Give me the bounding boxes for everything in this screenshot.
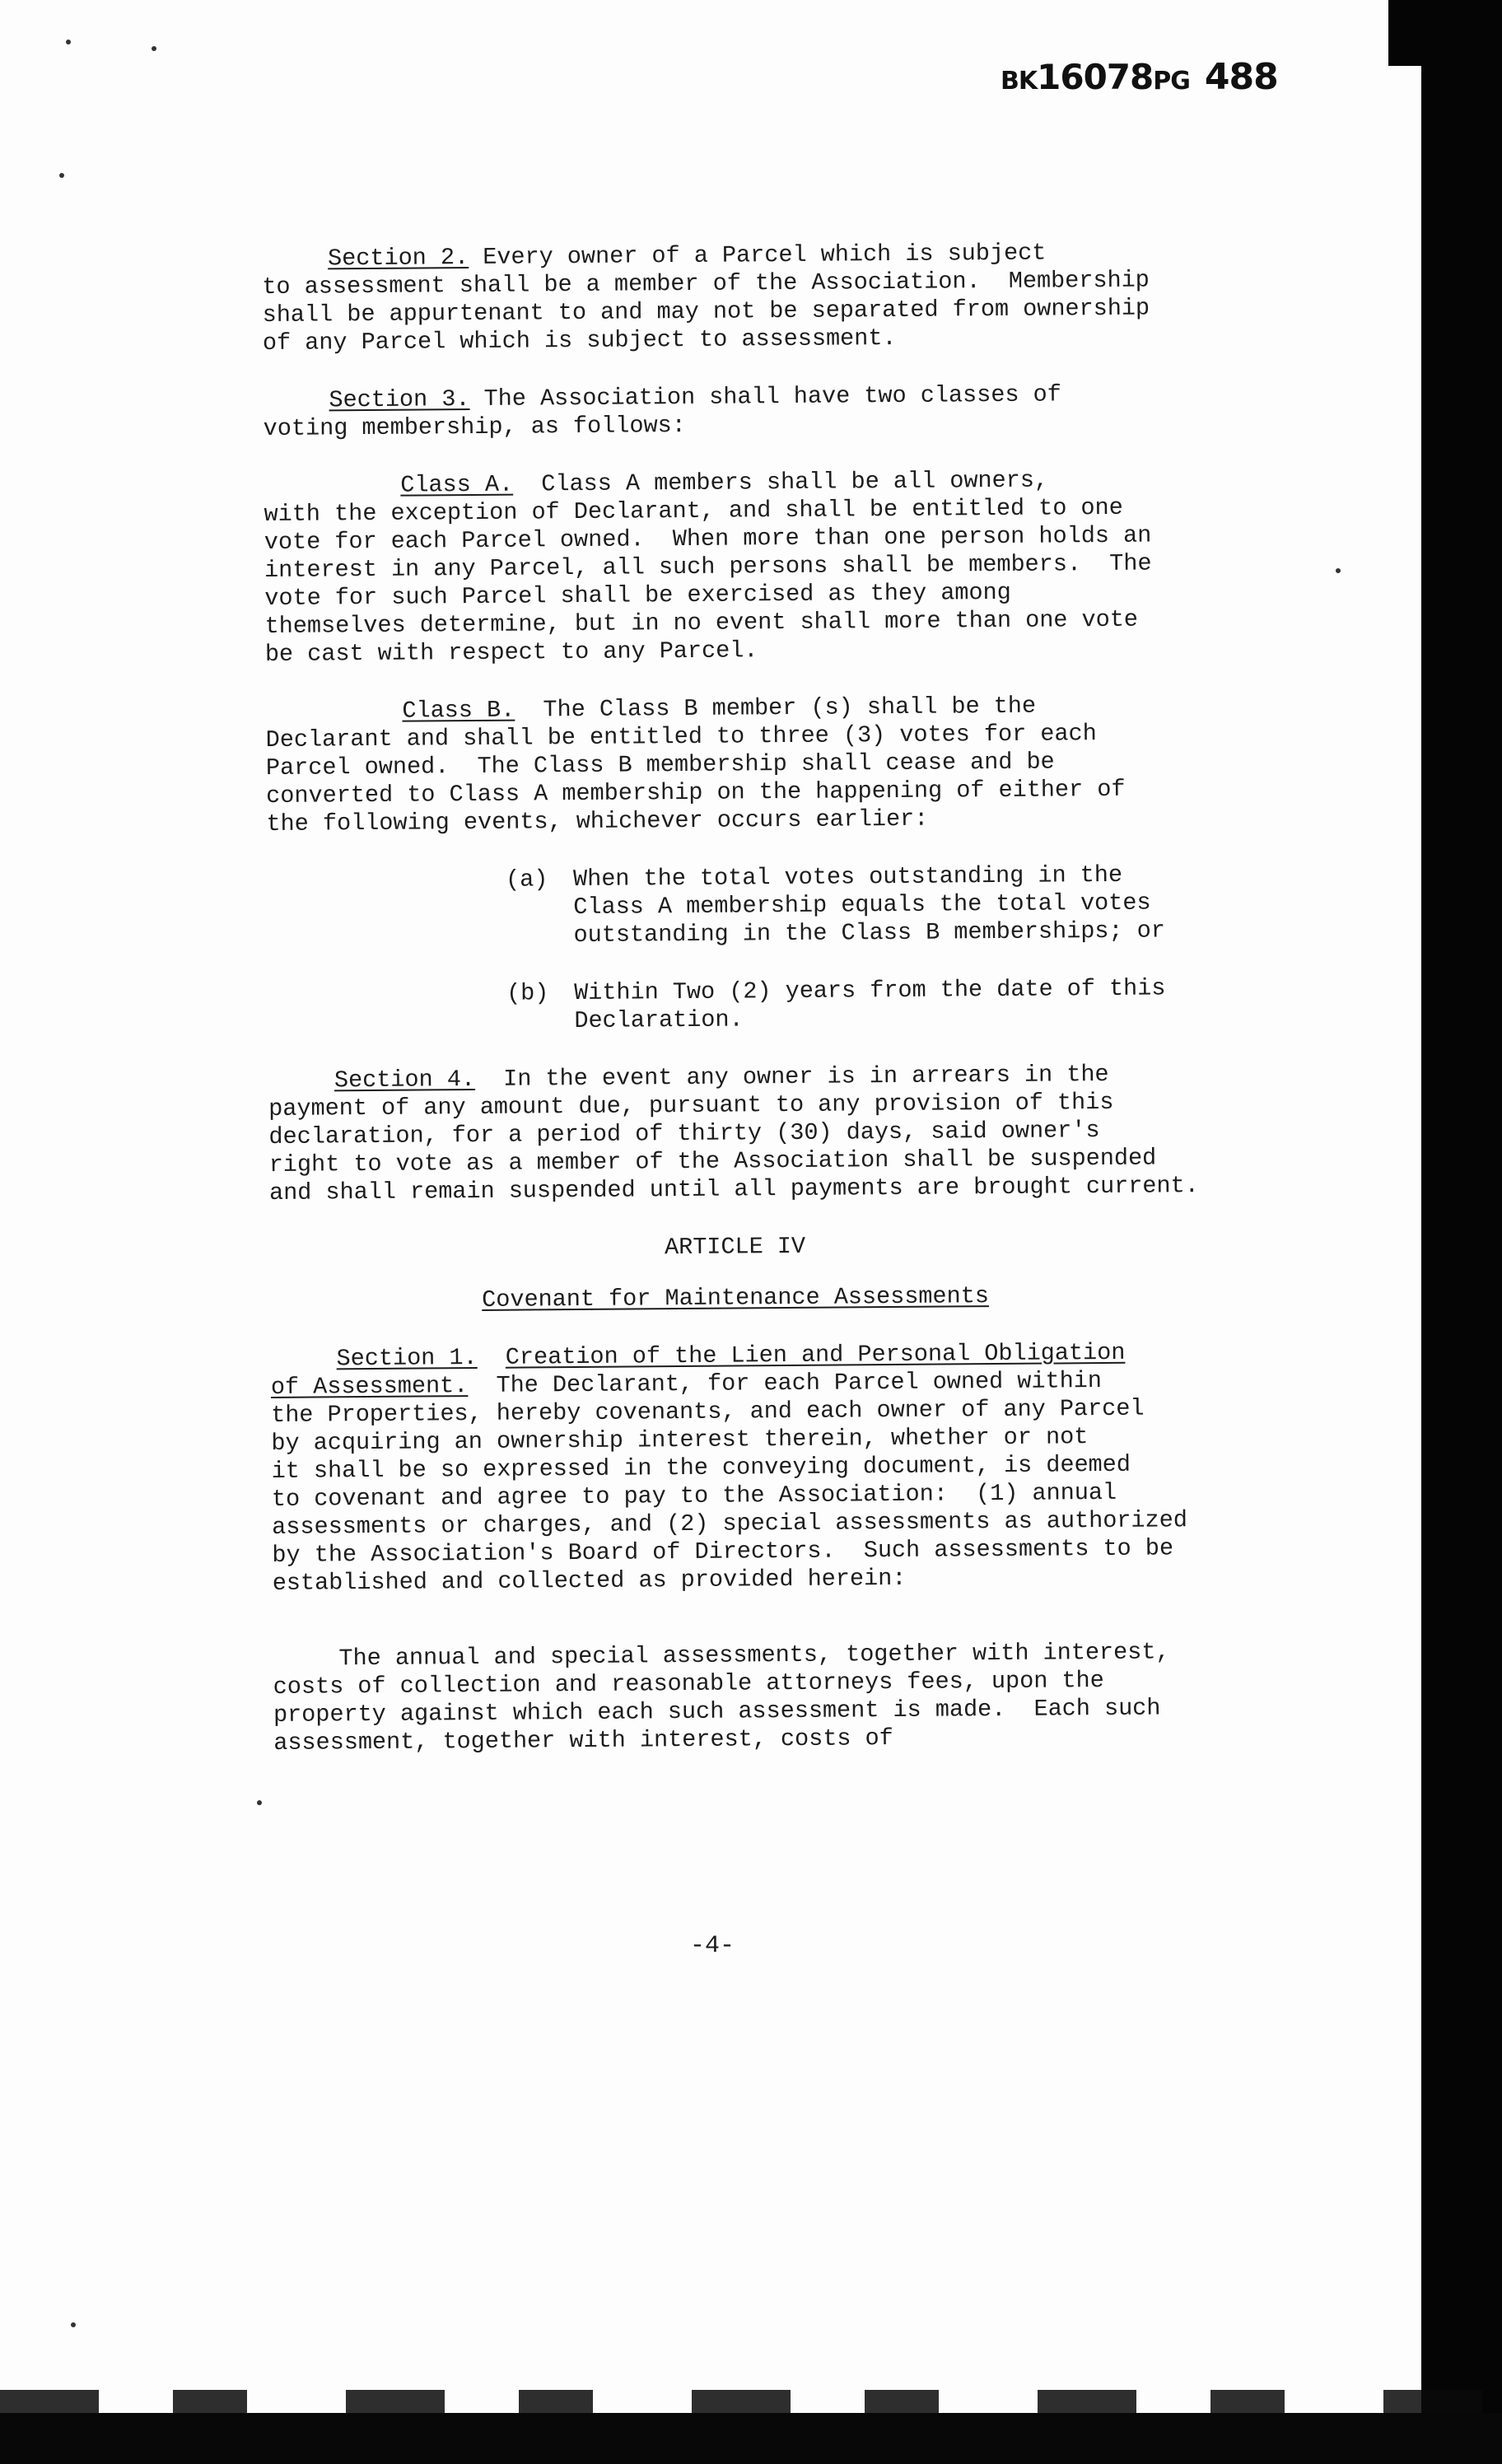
article-subtitle: Covenant for Maintenance Assessments xyxy=(482,1282,990,1314)
paragraph-line: Declarant and shall be entitled to three (3) votes for each xyxy=(265,720,1097,754)
scan-speck xyxy=(152,46,156,51)
stamp-page-number: 488 xyxy=(1204,56,1278,98)
list-marker: (b) xyxy=(506,979,549,1007)
document-body xyxy=(262,238,1205,1787)
paragraph-line: declaration, for a period of thirty (30) days, said owner's xyxy=(268,1117,1100,1150)
paragraph-line: established and collected as provided herein: xyxy=(272,1564,907,1597)
section-1-title: Creation of the Lien and Personal Obligation xyxy=(505,1338,1126,1371)
section-1-title-cont: of Assessment. xyxy=(270,1372,469,1401)
paragraph-line: converted to Class A membership on the happening of either of xyxy=(266,775,1126,810)
paragraph-line: vote for such Parcel shall be exercised as they among xyxy=(264,578,1011,612)
page-prefix: PG xyxy=(1153,67,1190,96)
paragraph-line: property against which each such assessment is made. Each such xyxy=(273,1694,1161,1729)
paragraph-line: Section 3. The Association shall have two classes of xyxy=(329,380,1061,414)
paragraph-line: Parcel owned. The Class B membership shall cease and be xyxy=(265,748,1055,782)
article-4-section-1-heading: Section 1. xyxy=(336,1343,478,1373)
paragraph-line: to covenant and agree to pay to the Association: (1) annual xyxy=(271,1478,1117,1513)
paragraph-line: themselves determine, but in no event shall more than one vote xyxy=(264,605,1139,640)
scan-speck xyxy=(71,2322,76,2327)
paragraph-line: Class A membership equals the total votes xyxy=(573,889,1151,922)
closing-paragraph xyxy=(273,1638,1204,1757)
scan-border-right xyxy=(1421,0,1502,2464)
scan-speck xyxy=(1336,568,1341,573)
scan-border-notch xyxy=(1388,0,1421,66)
paragraph-line: be cast with respect to any Parcel. xyxy=(264,637,758,668)
paragraph-line: and shall remain suspended until all payments are brought current. xyxy=(268,1172,1199,1206)
paragraph-line: Section 4. In the event any owner is in arrears in the xyxy=(334,1060,1109,1094)
paragraph-line: right to vote as a member of the Association shall be suspended xyxy=(268,1144,1157,1178)
paragraph-line: by the Association's Board of Directors. Such assessments to be xyxy=(272,1534,1174,1569)
paragraph-line: of any Parcel which is subject to assessment. xyxy=(262,324,897,357)
page-number: -4- xyxy=(689,1932,735,1960)
class-a-paragraph xyxy=(264,465,1196,669)
paragraph-line: The annual and special assessments, together with interest, xyxy=(338,1638,1170,1673)
paragraph-line: payment of any amount due, pursuant to any provision of this xyxy=(268,1088,1114,1122)
paragraph-line: to assessment shall be a member of the Association. Membership xyxy=(262,266,1150,301)
section-3-paragraph xyxy=(263,380,1193,443)
paragraph-line: it shall be so expressed in the conveying document, is deemed xyxy=(271,1450,1131,1485)
class-a-heading: Class A. xyxy=(400,470,514,499)
paragraph-line: shall be appurtenant to and may not be separated from ownership xyxy=(262,294,1150,329)
paragraph-line: When the total votes outstanding in the xyxy=(572,861,1123,894)
paragraph-line: voting membership, as follows: xyxy=(263,411,686,442)
paragraph-line: vote for each Parcel owned. When more than one person holds an xyxy=(264,521,1152,556)
list-marker: (a) xyxy=(505,866,548,894)
article-title: ARTICLE IV xyxy=(664,1232,806,1262)
class-b-heading: Class B. xyxy=(402,696,515,725)
scan-speck xyxy=(66,40,71,44)
list-item-a xyxy=(267,861,1198,952)
paragraph-line: of Assessment. The Declarant, for each Parcel owned within xyxy=(270,1367,1103,1401)
paragraph-line: Declaration. xyxy=(574,1006,744,1035)
section-4-paragraph xyxy=(268,1060,1200,1207)
book-prefix: BK xyxy=(1001,67,1038,96)
paragraph-line: interest in any Parcel, all such persons shall be members. The xyxy=(264,549,1152,584)
paragraph-line: outstanding in the Class B memberships; or xyxy=(573,917,1166,950)
section-2-heading: Section 2. xyxy=(327,244,469,273)
scan-border-bottom-ragged xyxy=(0,2390,1502,2415)
paragraph-line: assessment, together with interest, costs of xyxy=(273,1724,893,1757)
section-3-heading: Section 3. xyxy=(329,385,470,414)
list-item-b xyxy=(268,974,1198,1038)
paragraph-line: assessments or charges, and (2) special assessments as authorized xyxy=(272,1506,1188,1541)
paragraph-line: the Properties, hereby covenants, and each owner of any Parcel xyxy=(271,1394,1145,1429)
book-number: 16078 xyxy=(1037,57,1154,97)
paragraph-line: the following events, whichever occurs earlier: xyxy=(266,805,929,838)
paragraph-line: Section 2. Every owner of a Parcel which is subject xyxy=(327,239,1047,273)
paragraph-line: Class A. Class A members shall be all owners, xyxy=(400,466,1049,499)
paragraph-line: by acquiring an ownership interest therein, whether or not xyxy=(271,1423,1089,1457)
class-b-paragraph xyxy=(265,691,1196,838)
scan-border-bottom xyxy=(0,2413,1502,2464)
section-4-heading: Section 4. xyxy=(334,1065,476,1094)
paragraph-line: Class B. The Class B member (s) shall be the xyxy=(402,692,1037,725)
article-4-section-1-paragraph xyxy=(270,1338,1202,1598)
scan-speck xyxy=(59,173,64,178)
section-2-paragraph xyxy=(262,238,1193,357)
paragraph-line: Within Two (2) years from the date of this xyxy=(574,974,1166,1007)
paragraph-line: costs of collection and reasonable attorneys fees, upon the xyxy=(273,1667,1104,1701)
paragraph-line: with the exception of Declarant, and shall be entitled to one xyxy=(264,493,1123,528)
book-page-stamp xyxy=(1001,56,1278,98)
scan-speck xyxy=(257,1800,262,1805)
